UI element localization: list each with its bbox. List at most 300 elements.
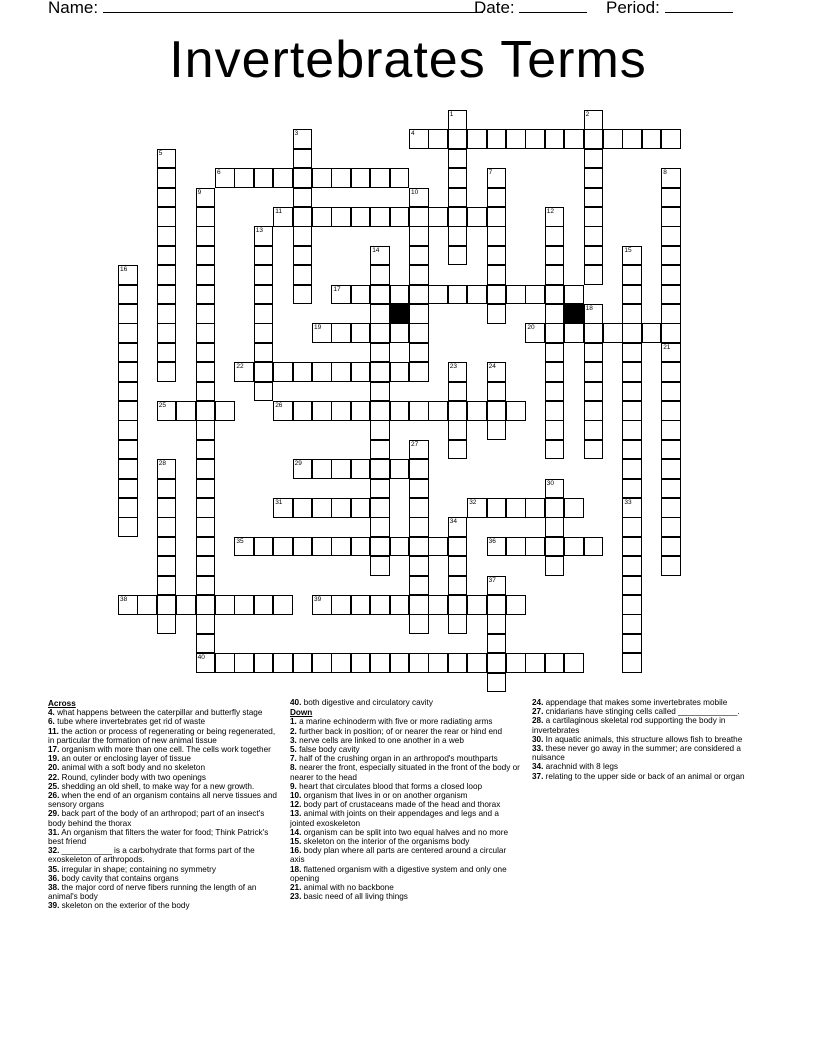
grid-cell[interactable]: [487, 614, 507, 634]
grid-cell[interactable]: [254, 382, 274, 402]
grid-cell[interactable]: [409, 343, 429, 363]
grid-cell[interactable]: [390, 595, 410, 615]
grid-cell[interactable]: [293, 226, 313, 246]
grid-cell[interactable]: [176, 401, 196, 421]
grid-cell[interactable]: [564, 537, 584, 557]
grid-cell[interactable]: [409, 226, 429, 246]
grid-cell[interactable]: [196, 595, 216, 615]
grid-cell[interactable]: [622, 537, 642, 557]
grid-cell[interactable]: [545, 440, 565, 460]
grid-cell[interactable]: [331, 537, 351, 557]
grid-cell[interactable]: [545, 129, 565, 149]
grid-cell[interactable]: [448, 420, 468, 440]
grid-cell[interactable]: [584, 382, 604, 402]
grid-cell[interactable]: [448, 129, 468, 149]
grid-cell[interactable]: [661, 323, 681, 343]
grid-cell[interactable]: [331, 498, 351, 518]
grid-cell[interactable]: [506, 498, 526, 518]
grid-cell[interactable]: [118, 459, 138, 479]
grid-cell[interactable]: [254, 246, 274, 266]
grid-cell[interactable]: [254, 653, 274, 673]
grid-cell[interactable]: [370, 653, 390, 673]
grid-cell[interactable]: [370, 343, 390, 363]
grid-cell[interactable]: [545, 537, 565, 557]
grid-cell[interactable]: [331, 323, 351, 343]
grid-cell[interactable]: [157, 595, 177, 615]
grid-cell[interactable]: [370, 168, 390, 188]
grid-cell[interactable]: [351, 362, 371, 382]
grid-cell[interactable]: [622, 285, 642, 305]
grid-cell[interactable]: [390, 362, 410, 382]
grid-cell[interactable]: [331, 207, 351, 227]
grid-cell[interactable]: [157, 265, 177, 285]
grid-cell[interactable]: [428, 207, 448, 227]
grid-cell[interactable]: [409, 207, 429, 227]
grid-cell[interactable]: [196, 459, 216, 479]
grid-cell[interactable]: [196, 246, 216, 266]
grid-cell[interactable]: [622, 556, 642, 576]
grid-cell[interactable]: [584, 129, 604, 149]
grid-cell[interactable]: [622, 304, 642, 324]
grid-cell[interactable]: [525, 653, 545, 673]
grid-cell[interactable]: [661, 129, 681, 149]
grid-cell[interactable]: [622, 634, 642, 654]
grid-cell[interactable]: [196, 304, 216, 324]
grid-cell[interactable]: [351, 459, 371, 479]
grid-cell[interactable]: [661, 207, 681, 227]
grid-cell[interactable]: [525, 129, 545, 149]
grid-cell[interactable]: [390, 285, 410, 305]
grid-cell[interactable]: [331, 595, 351, 615]
grid-cell[interactable]: [293, 207, 313, 227]
grid-cell[interactable]: [118, 343, 138, 363]
grid-cell[interactable]: [312, 401, 332, 421]
grid-cell[interactable]: [157, 168, 177, 188]
grid-cell[interactable]: [234, 595, 254, 615]
grid-cell[interactable]: [661, 304, 681, 324]
grid-cell[interactable]: [370, 265, 390, 285]
grid-cell[interactable]: [428, 285, 448, 305]
grid-cell[interactable]: [584, 265, 604, 285]
grid-cell[interactable]: [254, 265, 274, 285]
grid-cell[interactable]: [545, 343, 565, 363]
grid-cell[interactable]: [157, 207, 177, 227]
grid-cell[interactable]: [622, 323, 642, 343]
grid-cell[interactable]: [157, 576, 177, 596]
grid-cell[interactable]: [448, 614, 468, 634]
grid-cell[interactable]: [661, 420, 681, 440]
grid-cell[interactable]: [351, 285, 371, 305]
grid-cell[interactable]: [118, 304, 138, 324]
grid-cell[interactable]: [351, 498, 371, 518]
grid-cell[interactable]: [196, 440, 216, 460]
grid-cell[interactable]: [196, 207, 216, 227]
grid-cell[interactable]: [487, 285, 507, 305]
grid-cell[interactable]: [409, 537, 429, 557]
grid-cell[interactable]: [351, 323, 371, 343]
grid-cell[interactable]: [409, 401, 429, 421]
grid-cell[interactable]: [564, 498, 584, 518]
grid-cell[interactable]: [487, 498, 507, 518]
grid-cell[interactable]: [584, 537, 604, 557]
grid-cell[interactable]: [661, 459, 681, 479]
grid-cell[interactable]: [254, 323, 274, 343]
grid-cell[interactable]: [642, 323, 662, 343]
grid-cell[interactable]: [157, 537, 177, 557]
grid-cell[interactable]: [157, 285, 177, 305]
grid-cell[interactable]: [351, 653, 371, 673]
grid-cell[interactable]: [157, 323, 177, 343]
grid-cell[interactable]: [448, 285, 468, 305]
grid-cell[interactable]: [661, 498, 681, 518]
grid-cell[interactable]: [506, 595, 526, 615]
grid-cell[interactable]: [661, 226, 681, 246]
grid-cell[interactable]: [622, 362, 642, 382]
grid-cell[interactable]: [545, 265, 565, 285]
grid-cell[interactable]: [622, 343, 642, 363]
grid-cell[interactable]: [661, 362, 681, 382]
grid-cell[interactable]: [487, 265, 507, 285]
grid-cell[interactable]: [370, 498, 390, 518]
grid-cell[interactable]: [661, 265, 681, 285]
grid-cell[interactable]: [293, 265, 313, 285]
grid-cell[interactable]: [506, 537, 526, 557]
grid-cell[interactable]: [370, 382, 390, 402]
grid-cell[interactable]: [370, 420, 390, 440]
grid-cell[interactable]: [118, 323, 138, 343]
grid-cell[interactable]: [215, 595, 235, 615]
grid-cell[interactable]: [409, 614, 429, 634]
grid-cell[interactable]: [661, 479, 681, 499]
grid-cell[interactable]: [642, 129, 662, 149]
grid-cell[interactable]: [118, 479, 138, 499]
grid-cell[interactable]: [331, 459, 351, 479]
grid-cell[interactable]: [273, 653, 293, 673]
grid-cell[interactable]: [196, 401, 216, 421]
grid-cell[interactable]: [293, 246, 313, 266]
grid-cell[interactable]: [545, 498, 565, 518]
grid-cell[interactable]: [487, 673, 507, 693]
grid-cell[interactable]: [622, 440, 642, 460]
grid-cell[interactable]: [448, 207, 468, 227]
grid-cell[interactable]: [370, 323, 390, 343]
grid-cell[interactable]: [312, 362, 332, 382]
grid-cell[interactable]: [622, 382, 642, 402]
grid-cell[interactable]: [467, 595, 487, 615]
grid-cell[interactable]: [603, 323, 623, 343]
grid-cell[interactable]: [448, 653, 468, 673]
grid-cell[interactable]: [467, 401, 487, 421]
grid-cell[interactable]: [312, 653, 332, 673]
grid-cell[interactable]: [409, 479, 429, 499]
grid-cell[interactable]: [584, 323, 604, 343]
grid-cell[interactable]: [409, 285, 429, 305]
grid-cell[interactable]: [661, 517, 681, 537]
grid-cell[interactable]: [448, 188, 468, 208]
grid-cell[interactable]: [273, 595, 293, 615]
grid-cell[interactable]: [215, 653, 235, 673]
grid-cell[interactable]: [254, 362, 274, 382]
grid-cell[interactable]: [409, 304, 429, 324]
grid-cell[interactable]: [584, 149, 604, 169]
grid-cell[interactable]: [370, 304, 390, 324]
grid-cell[interactable]: [157, 343, 177, 363]
grid-cell[interactable]: [409, 653, 429, 673]
grid-cell[interactable]: [545, 285, 565, 305]
grid-cell[interactable]: [584, 420, 604, 440]
grid-cell[interactable]: [448, 595, 468, 615]
grid-cell[interactable]: [545, 401, 565, 421]
grid-cell[interactable]: [661, 537, 681, 557]
grid-cell[interactable]: [390, 459, 410, 479]
grid-cell[interactable]: [545, 420, 565, 440]
grid-cell[interactable]: [545, 517, 565, 537]
grid-cell[interactable]: [331, 168, 351, 188]
grid-cell[interactable]: [118, 362, 138, 382]
grid-cell[interactable]: [487, 207, 507, 227]
grid-cell[interactable]: [196, 420, 216, 440]
grid-cell[interactable]: [564, 323, 584, 343]
grid-cell[interactable]: [661, 285, 681, 305]
grid-cell[interactable]: [584, 343, 604, 363]
grid-cell[interactable]: [254, 304, 274, 324]
grid-cell[interactable]: [622, 129, 642, 149]
grid-cell[interactable]: [584, 440, 604, 460]
grid-cell[interactable]: [312, 459, 332, 479]
grid-cell[interactable]: [467, 129, 487, 149]
grid-cell[interactable]: [176, 595, 196, 615]
grid-cell[interactable]: [661, 401, 681, 421]
grid-cell[interactable]: [661, 188, 681, 208]
grid-cell[interactable]: [137, 595, 157, 615]
grid-cell[interactable]: [293, 188, 313, 208]
grid-cell[interactable]: [118, 401, 138, 421]
grid-cell[interactable]: [370, 459, 390, 479]
grid-cell[interactable]: [409, 323, 429, 343]
grid-cell[interactable]: [293, 149, 313, 169]
grid-cell[interactable]: [584, 362, 604, 382]
grid-cell[interactable]: [506, 129, 526, 149]
grid-cell[interactable]: [254, 595, 274, 615]
grid-cell[interactable]: [545, 226, 565, 246]
grid-cell[interactable]: [157, 304, 177, 324]
grid-cell[interactable]: [370, 401, 390, 421]
grid-cell[interactable]: [467, 653, 487, 673]
grid-cell[interactable]: [545, 653, 565, 673]
grid-cell[interactable]: [448, 440, 468, 460]
grid-cell[interactable]: [312, 168, 332, 188]
grid-cell[interactable]: [118, 440, 138, 460]
grid-cell[interactable]: [351, 401, 371, 421]
grid-cell[interactable]: [196, 634, 216, 654]
grid-cell[interactable]: [622, 576, 642, 596]
grid-cell[interactable]: [487, 653, 507, 673]
grid-cell[interactable]: [196, 517, 216, 537]
grid-cell[interactable]: [370, 537, 390, 557]
grid-cell[interactable]: [390, 323, 410, 343]
grid-cell[interactable]: [215, 401, 235, 421]
grid-cell[interactable]: [603, 129, 623, 149]
grid-cell[interactable]: [370, 556, 390, 576]
grid-cell[interactable]: [409, 362, 429, 382]
grid-cell[interactable]: [409, 556, 429, 576]
grid-cell[interactable]: [157, 362, 177, 382]
grid-cell[interactable]: [584, 188, 604, 208]
grid-cell[interactable]: [234, 168, 254, 188]
grid-cell[interactable]: [409, 576, 429, 596]
grid-cell[interactable]: [564, 129, 584, 149]
grid-cell[interactable]: [661, 246, 681, 266]
grid-cell[interactable]: [448, 149, 468, 169]
grid-cell[interactable]: [196, 479, 216, 499]
grid-cell[interactable]: [409, 517, 429, 537]
grid-cell[interactable]: [622, 517, 642, 537]
grid-cell[interactable]: [273, 537, 293, 557]
grid-cell[interactable]: [157, 517, 177, 537]
grid-cell[interactable]: [196, 556, 216, 576]
grid-cell[interactable]: [584, 401, 604, 421]
grid-cell[interactable]: [196, 265, 216, 285]
grid-cell[interactable]: [506, 653, 526, 673]
grid-cell[interactable]: [390, 207, 410, 227]
grid-cell[interactable]: [584, 246, 604, 266]
grid-cell[interactable]: [273, 168, 293, 188]
grid-cell[interactable]: [196, 498, 216, 518]
grid-cell[interactable]: [370, 517, 390, 537]
grid-cell[interactable]: [622, 614, 642, 634]
grid-cell[interactable]: [409, 459, 429, 479]
grid-cell[interactable]: [312, 207, 332, 227]
grid-cell[interactable]: [409, 265, 429, 285]
grid-cell[interactable]: [487, 246, 507, 266]
grid-cell[interactable]: [196, 323, 216, 343]
grid-cell[interactable]: [622, 265, 642, 285]
grid-cell[interactable]: [584, 226, 604, 246]
grid-cell[interactable]: [157, 188, 177, 208]
grid-cell[interactable]: [409, 595, 429, 615]
grid-cell[interactable]: [487, 401, 507, 421]
grid-cell[interactable]: [331, 362, 351, 382]
grid-cell[interactable]: [487, 420, 507, 440]
grid-cell[interactable]: [487, 382, 507, 402]
grid-cell[interactable]: [196, 537, 216, 557]
grid-cell[interactable]: [525, 537, 545, 557]
grid-cell[interactable]: [254, 537, 274, 557]
grid-cell[interactable]: [118, 517, 138, 537]
grid-cell[interactable]: [390, 537, 410, 557]
grid-cell[interactable]: [564, 285, 584, 305]
grid-cell[interactable]: [545, 304, 565, 324]
grid-cell[interactable]: [273, 362, 293, 382]
grid-cell[interactable]: [293, 401, 313, 421]
grid-cell[interactable]: [157, 246, 177, 266]
grid-cell[interactable]: [487, 129, 507, 149]
grid-cell[interactable]: [487, 188, 507, 208]
grid-cell[interactable]: [293, 168, 313, 188]
grid-cell[interactable]: [661, 382, 681, 402]
grid-cell[interactable]: [196, 343, 216, 363]
grid-cell[interactable]: [118, 285, 138, 305]
grid-cell[interactable]: [545, 246, 565, 266]
grid-cell[interactable]: [428, 401, 448, 421]
grid-cell[interactable]: [157, 498, 177, 518]
grid-cell[interactable]: [545, 556, 565, 576]
grid-cell[interactable]: [545, 323, 565, 343]
grid-cell[interactable]: [293, 537, 313, 557]
grid-cell[interactable]: [622, 595, 642, 615]
grid-cell[interactable]: [234, 653, 254, 673]
grid-cell[interactable]: [196, 226, 216, 246]
grid-cell[interactable]: [293, 362, 313, 382]
grid-cell[interactable]: [525, 285, 545, 305]
grid-cell[interactable]: [254, 285, 274, 305]
grid-cell[interactable]: [487, 226, 507, 246]
grid-cell[interactable]: [448, 226, 468, 246]
grid-cell[interactable]: [351, 207, 371, 227]
grid-cell[interactable]: [428, 129, 448, 149]
grid-cell[interactable]: [254, 343, 274, 363]
grid-cell[interactable]: [118, 420, 138, 440]
grid-cell[interactable]: [196, 362, 216, 382]
grid-cell[interactable]: [622, 479, 642, 499]
grid-cell[interactable]: [448, 401, 468, 421]
grid-cell[interactable]: [448, 382, 468, 402]
grid-cell[interactable]: [254, 168, 274, 188]
grid-cell[interactable]: [351, 168, 371, 188]
grid-cell[interactable]: [293, 498, 313, 518]
grid-cell[interactable]: [545, 362, 565, 382]
grid-cell[interactable]: [487, 304, 507, 324]
grid-cell[interactable]: [293, 653, 313, 673]
grid-cell[interactable]: [196, 614, 216, 634]
grid-cell[interactable]: [118, 498, 138, 518]
grid-cell[interactable]: [428, 537, 448, 557]
grid-cell[interactable]: [467, 285, 487, 305]
grid-cell[interactable]: [390, 653, 410, 673]
grid-cell[interactable]: [293, 285, 313, 305]
grid-cell[interactable]: [196, 576, 216, 596]
grid-cell[interactable]: [448, 556, 468, 576]
grid-cell[interactable]: [428, 595, 448, 615]
grid-cell[interactable]: [351, 595, 371, 615]
grid-cell[interactable]: [584, 168, 604, 188]
grid-cell[interactable]: [584, 207, 604, 227]
grid-cell[interactable]: [370, 440, 390, 460]
grid-cell[interactable]: [312, 537, 332, 557]
grid-cell[interactable]: [157, 614, 177, 634]
grid-cell[interactable]: [622, 653, 642, 673]
grid-cell[interactable]: [564, 653, 584, 673]
grid-cell[interactable]: [661, 440, 681, 460]
grid-cell[interactable]: [428, 653, 448, 673]
grid-cell[interactable]: [331, 401, 351, 421]
grid-cell[interactable]: [351, 537, 371, 557]
grid-cell[interactable]: [622, 401, 642, 421]
grid-cell[interactable]: [448, 576, 468, 596]
grid-cell[interactable]: [409, 498, 429, 518]
grid-cell[interactable]: [506, 401, 526, 421]
grid-cell[interactable]: [331, 653, 351, 673]
grid-cell[interactable]: [370, 207, 390, 227]
grid-cell[interactable]: [487, 595, 507, 615]
grid-cell[interactable]: [390, 401, 410, 421]
grid-cell[interactable]: [118, 382, 138, 402]
grid-cell[interactable]: [448, 168, 468, 188]
grid-cell[interactable]: [370, 362, 390, 382]
grid-cell[interactable]: [661, 556, 681, 576]
grid-cell[interactable]: [545, 382, 565, 402]
grid-cell[interactable]: [157, 226, 177, 246]
